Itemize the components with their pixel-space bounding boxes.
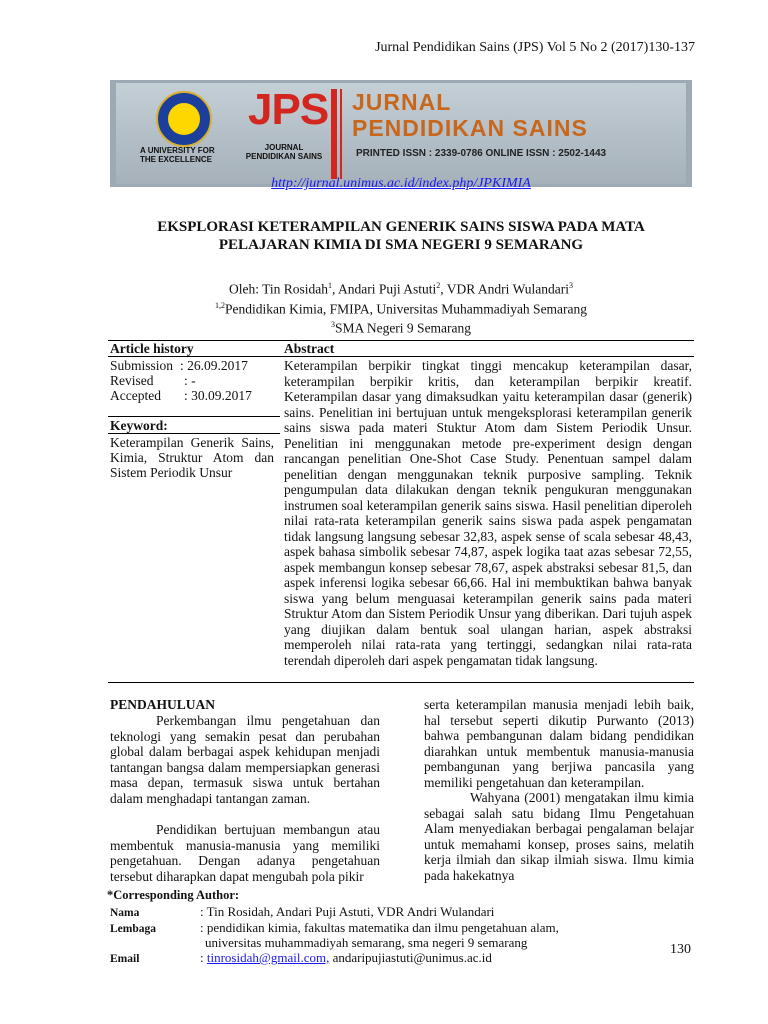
keywords: Keterampilan Generik Sains, Kimia, Struktur Atom dan Sistem Periodik Unsur xyxy=(110,435,274,480)
corresponding-lembaga-cont: universitas muhammadiyah semarang, sma negeri 9 semarang xyxy=(205,935,528,950)
running-head: Jurnal Pendidikan Sains (JPS) Vol 5 No 2 (2017)130-137 xyxy=(375,40,695,55)
university-tagline: A UNIVERSITY FOR THE EXCELLENCE xyxy=(140,146,215,164)
section-heading: PENDAHULUAN xyxy=(110,697,216,712)
journal-url-link[interactable]: http://jurnal.unimus.ac.id/index.php/JPKIMIA xyxy=(271,176,531,191)
keyword-heading: Keyword: xyxy=(110,418,168,433)
abstract-heading: Abstract xyxy=(284,341,335,356)
article-history: Submission : 26.09.2017 Revised : - Accepted : 30.09.2017 xyxy=(110,358,252,403)
journal-banner xyxy=(110,80,692,187)
intro-paragraph-1: Perkembangan ilmu pengetahuan dan teknologi yang semakin pesat dan perubahan global dalam berbagai aspek kehidupan menjadi tantangan bangsa dalam mempersiapkan generasi masa depan, termasuk siswa untuk bertahan dalam menghadapi tantangan zaman. xyxy=(110,713,380,806)
article-history-heading: Article history xyxy=(110,341,194,356)
corresponding-heading: *Corresponding Author: xyxy=(107,888,240,902)
abstract-text: Keterampilan berpikir tingkat tinggi mencakup keterampilan dasar, keterampilan berpikir kritis, dan keterampilan berpikir kreatif. Keterampilan dasar yang dimaksudkan yaitu keterampilan dasar (generik) sains. Penelitian ini bertujuan untuk mengeksplorasi keterampilan generik sains siswa pada materi Stuktur Atom dam Sistem Periodik Unsur. Penelitian ini menggunakan metode pre-experiment design dengan rancangan penelitian One-Shot Case Study. Penentuan sampel dalam penelitian dengan menggunakan teknik purposive sampling. Teknik pengumpulan data dilakukan dengan teknik pengukuran menggunakan instrumen soal keterampilan generik sains siswa. Hasil penelitian diperoleh nilai rata-rata keterampilan generik sains siswa pada aspek pengamatan tidak langsung langsung sebesar 32,83, aspek sense of scala sebesar 48,43, aspek bahasa simbolik sebesar 74,87, aspek logika taat azas sebesar 72,55, aspek membangun konsep sebesar 78,67, aspek abstraksi sebesar 81,5, dan aspek inferensi logika sebesar 66,66. Hal ini membuktikan bahwa banyak siswa yang belum menguasai keterampilan generik sains pada materi Struktur Atom dan Sistem Periodik Unsur yang diberikan. Dari tujuh aspek yang diujikan dalam bentuk soal ulangan harian, aspek abstraksi memperoleh nilai rata-rata yang tertinggi, sedangkan nilai rata-rata terendah diperoleh dari aspek pengamatan tidak langsung. xyxy=(284,358,692,668)
paper-title: EKSPLORASI KETERAMPILAN GENERIK SAINS SISWA PADA MATA PELAJARAN KIMIA DI SMA NEGERI 9 SEMARANG xyxy=(157,219,645,253)
jps-subtitle: JOURNAL PENDIDIKAN SAINS xyxy=(245,143,323,161)
intro-paragraph-2: Pendidikan bertujuan membangun atau membentuk manusia-manusia yang memiliki pengetahuan. Dengan adanya pengetahuan tersebut diharapkan dapat mengubah pola pikir xyxy=(110,822,380,884)
jps-logo: JPS xyxy=(248,85,329,134)
divider xyxy=(108,433,280,434)
divider xyxy=(340,89,342,179)
divider xyxy=(108,416,280,417)
university-logo-icon xyxy=(156,91,212,147)
intro-paragraph-3: serta keterampilan manusia menjadi lebih baik, hal tersebut seperti dikutip Purwanto (2013) bahwa pembangunan dalam bidang pendidikan diarahkan untuk membentuk manusia-manusia pembangunan yang berjiwa pancasila yang memiliki pengetahuan dan keterampilan. xyxy=(424,697,694,790)
issn-line: PRINTED ISSN : 2339-0786 ONLINE ISSN : 2502-1443 xyxy=(356,148,607,159)
corresponding-email: Email : tinrosidah@gmail.com, andaripujiastuti@unimus.ac.id xyxy=(110,950,492,965)
banner-title-line1: JURNAL xyxy=(352,89,452,115)
page-number: 130 xyxy=(670,942,691,957)
banner-title-line2: PENDIDIKAN SAINS xyxy=(352,115,588,141)
email-link[interactable]: tinrosidah@gmail.com, xyxy=(206,950,330,965)
divider xyxy=(108,682,694,683)
corresponding-lembaga: Lembaga : pendidikan kimia, fakultas matematika dan ilmu pengetahuan alam, xyxy=(110,920,559,935)
intro-paragraph-4: Wahyana (2001) mengatakan ilmu kimia sebagai salah satu bidang Ilmu Pengetahuan Alam menyediakan berbagai pengalaman belajar untuk memahami konsep, proses sains, melatih kerja ilmiah dan sikap ilmiah siswa. Ilmu kimia pada hakekatnya xyxy=(424,790,694,883)
corresponding-nama: Nama : Tin Rosidah, Andari Puji Astuti, VDR Andri Wulandari xyxy=(110,904,495,919)
divider xyxy=(331,89,337,179)
author-block: Oleh: Tin Rosidah$^1$, Andari Puji Astuti$^2$, VDR Andri Wulandari$^3$ $^{1,2}$Pendidikan Kimia, FMIPA, Universitas Muhammadiyah Semarang $^3$SMA Negeri 9 Semarang xyxy=(214,281,588,336)
